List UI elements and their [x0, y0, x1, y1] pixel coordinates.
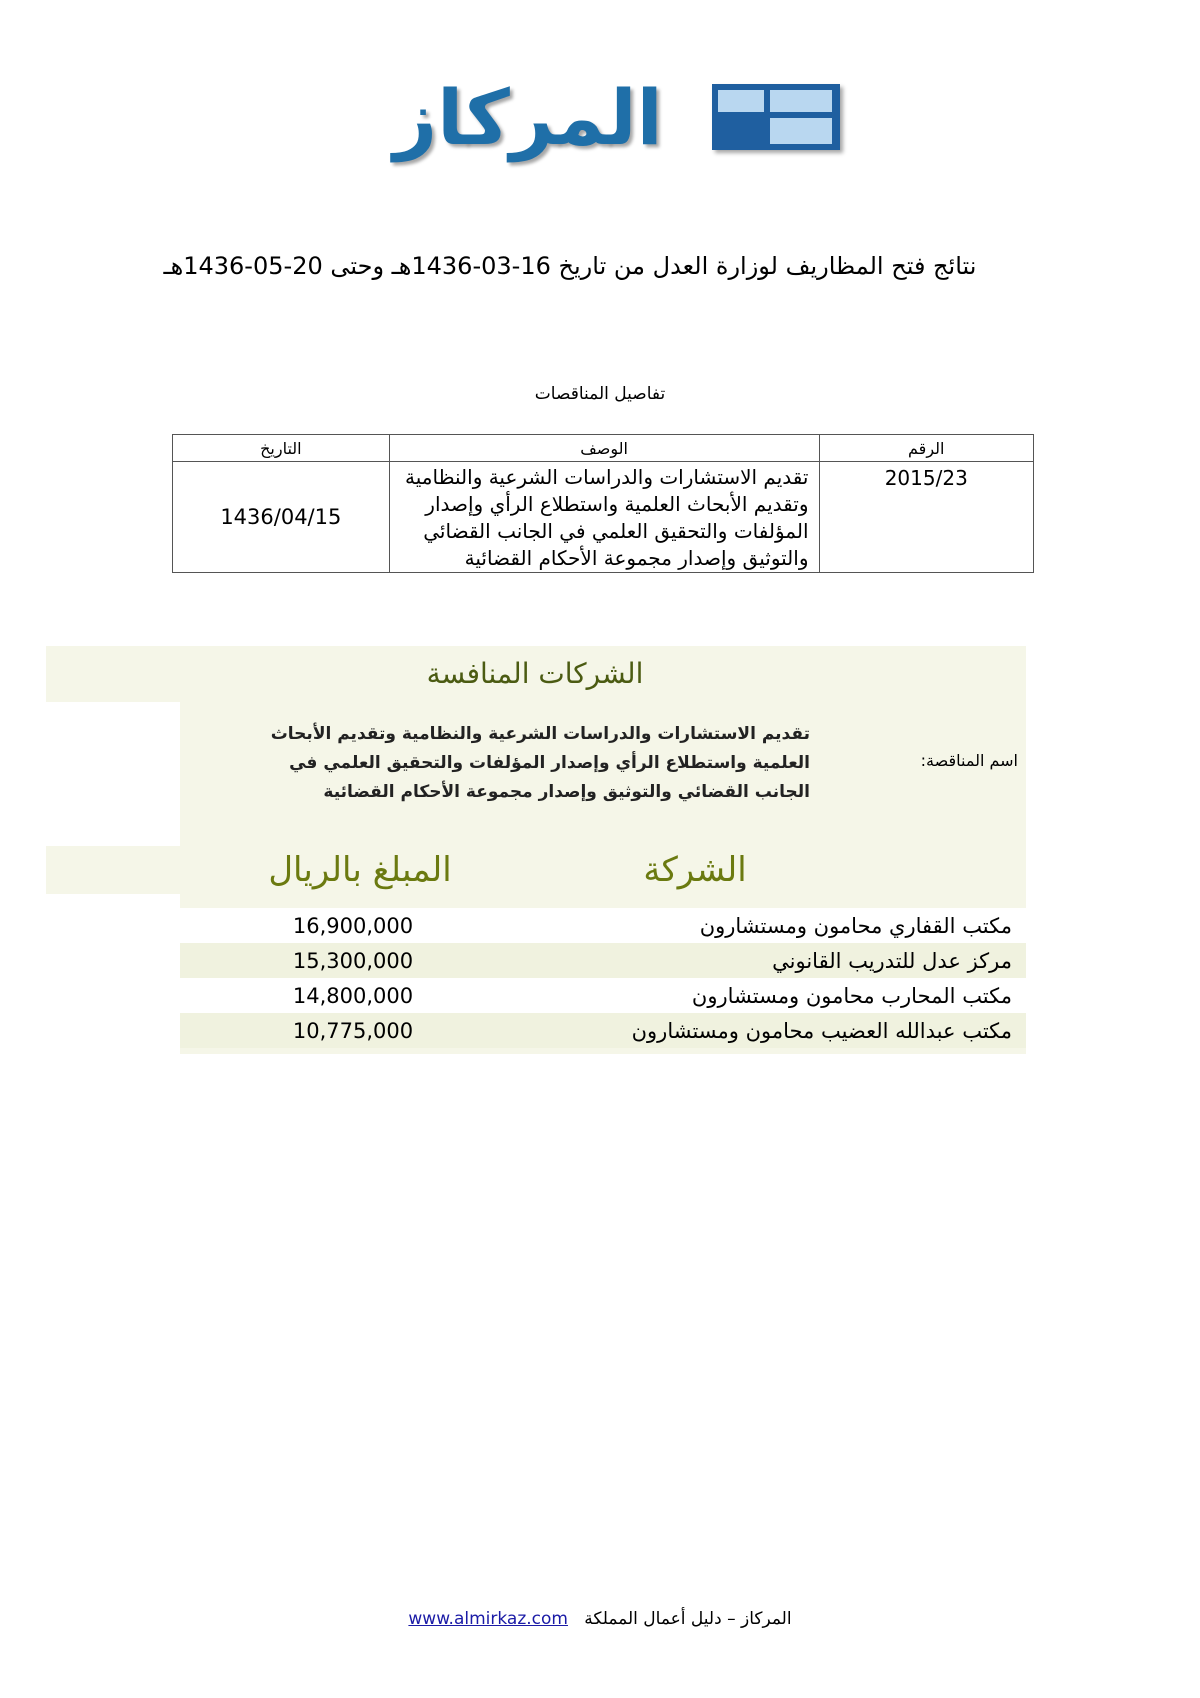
company-name: مركز عدل للتدريب القانوني	[772, 948, 1012, 973]
list-item	[180, 978, 1026, 1013]
footer	[300, 1606, 900, 1632]
table-header-row	[173, 435, 1034, 462]
tender-number: 2015/23	[819, 462, 1034, 573]
list-item	[180, 1013, 1026, 1048]
column-header-company: الشركة	[643, 850, 747, 890]
logo-pane	[718, 90, 764, 112]
tender-date: 1436/04/15	[173, 462, 390, 573]
logo-window-icon	[712, 84, 840, 150]
section-subtitle: تفاصيل المناقصات	[534, 384, 666, 404]
logo-wordmark: المركاز	[393, 73, 663, 162]
bid-amount: 10,775,000	[292, 1018, 414, 1043]
competitors-title: الشركات المنافسة	[426, 657, 644, 690]
logo-pane	[770, 118, 832, 144]
panel-decoration	[46, 846, 180, 894]
tender-name-value: تقديم الاستشارات والدراسات الشرعية والنظامية وتقديم الأبحاث العلمية واستطلاع الرأي وإصدار المؤلفات والتحقيق العلمي في الجانب القضائي والتوثيق وإصدار مجموعة الأحكام القضائية	[270, 724, 810, 802]
bid-amount: 15,300,000	[292, 948, 414, 973]
panel-decoration	[46, 646, 180, 702]
column-header-amount: المبلغ بالريال	[268, 850, 452, 890]
tender-description: تقديم الاستشارات والدراسات الشرعية والنظامية وتقديم الأبحاث العلمية واستطلاع الرأي وإصدار المؤلفات والتحقيق العلمي في الجانب القضائي والتوثيق وإصدار مجموعة الأحكام القضائية	[389, 462, 819, 573]
competitors-list	[180, 908, 1026, 1048]
tender-table	[172, 434, 1034, 573]
header-description: الوصف	[389, 435, 819, 462]
logo-pane	[770, 90, 832, 112]
tender-name-label: اسم المناقصة:	[920, 751, 1018, 770]
bid-amount: 16,900,000	[292, 913, 414, 938]
footer-text: المركاز – دليل أعمال المملكة	[584, 1609, 792, 1629]
company-name: مكتب عبدالله العضيب محامون ومستشارون	[631, 1018, 1012, 1043]
bid-amount: 14,800,000	[292, 983, 414, 1008]
page-title: نتائج فتح المظاريف لوزارة العدل من تاريخ 16-03-1436هـ وحتى 20-05-1436هـ	[163, 252, 977, 280]
table-row	[173, 462, 1034, 573]
header-date: التاريخ	[173, 435, 390, 462]
list-item	[180, 943, 1026, 978]
list-item	[180, 908, 1026, 943]
footer-link[interactable]: www.almirkaz.com	[408, 1609, 568, 1629]
company-name: مكتب المحارب محامون ومستشارون	[691, 983, 1012, 1008]
header-number: الرقم	[819, 435, 1034, 462]
company-name: مكتب القفاري محامون ومستشارون	[699, 913, 1012, 938]
